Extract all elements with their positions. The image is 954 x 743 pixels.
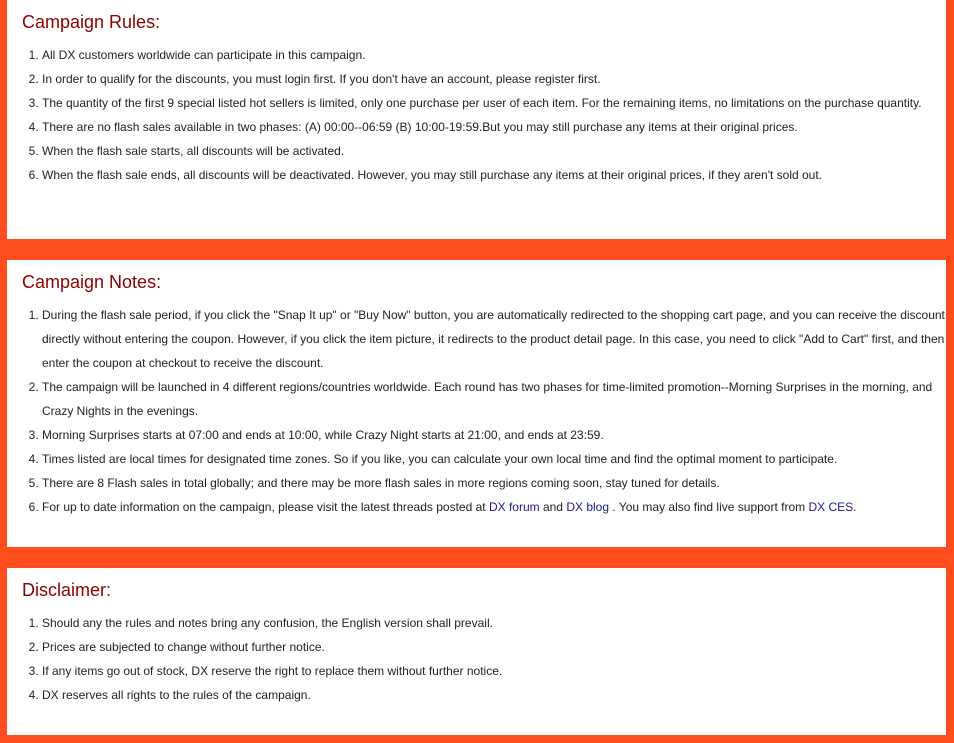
dx-blog-link[interactable]: DX blog — [566, 500, 610, 514]
note-item-2: 2. The campaign will be launched in 4 different regions/countries worldwide. Each round has two phases for time-limited promotion--Morning Surprises in the morning, and Crazy Nights in the evenings. — [42, 375, 946, 423]
campaign-rules-heading: Campaign Rules: — [22, 12, 161, 32]
rule-item-1: 1. All DX customers worldwide can participate in this campaign. — [42, 43, 946, 67]
campaign-rules-list — [22, 43, 946, 187]
disclaimer-heading: Disclaimer: — [22, 580, 112, 600]
rule-item-3: 3. The quantity of the first 9 special listed hot sellers is limited, only one purchase per user of each item. For the remaining items, no limitations on the purchase quantity. — [42, 91, 946, 115]
campaign-notes-list — [22, 303, 946, 519]
note-item-6-text-c: . You may also find live support from — [609, 500, 809, 514]
rule-item-6: 6. When the flash sale ends, all discounts will be deactivated. However, you may still purchase any items at their original prices, if they aren't sold out. — [42, 163, 946, 187]
note-item-6-text-b: and — [539, 500, 567, 514]
campaign-rules-panel — [7, 0, 946, 239]
note-item-4: 4. Times listed are local times for designated time zones. So if you like, you can calculate your own local time and find the optimal moment to participate. — [42, 447, 946, 471]
disclaimer-panel — [7, 568, 946, 735]
rule-item-5: 5. When the flash sale starts, all discounts will be activated. — [42, 139, 946, 163]
note-item-3: 3. Morning Surprises starts at 07:00 and ends at 10:00, while Crazy Night starts at 21:00, and ends at 23:59. — [42, 423, 946, 447]
note-item-5: 5. There are 8 Flash sales in total globally; and there may be more flash sales in more regions coming soon, stay tuned for details. — [42, 471, 946, 495]
rule-item-2: 2. In order to qualify for the discounts, you must login first. If you don't have an account, please register first. — [42, 67, 946, 91]
note-item-6-text-a: For up to date information on the campaign, please visit the latest threads posted at — [42, 500, 489, 514]
disclaimer-item-1: 1. Should any the rules and notes bring any confusion, the English version shall prevail. — [42, 611, 946, 635]
note-item-6 — [42, 495, 946, 519]
note-item-1: 1. During the flash sale period, if you click the "Snap It up" or "Buy Now" button, you are automatically redirected to the shopping cart page, and you can receive the discount directly without entering the coupon. However, if you click the item picture, it redirects to the product detail page. In this case, you need to click "Add to Cart" first, and then enter the coupon at checkout to receive the discount. — [42, 303, 946, 375]
disclaimer-item-4: 4. DX reserves all rights to the rules of the campaign. — [42, 683, 946, 707]
rule-item-4: 4. There are no flash sales available in two phases: (A) 00:00--06:59 (B) 10:00-19:59.But you may still purchase any items at their original prices. — [42, 115, 946, 139]
dx-forum-link[interactable]: DX forum — [488, 500, 540, 514]
disclaimer-list — [22, 611, 946, 707]
campaign-notes-panel — [7, 260, 946, 547]
disclaimer-item-3: 3. If any items go out of stock, DX reserve the right to replace them without further notice. — [42, 659, 946, 683]
note-item-6-text-d: . — [853, 500, 857, 514]
dx-ces-link[interactable]: DX CES — [808, 500, 854, 514]
campaign-notes-heading: Campaign Notes: — [22, 272, 162, 292]
disclaimer-item-2: 2. Prices are subjected to change without further notice. — [42, 635, 946, 659]
